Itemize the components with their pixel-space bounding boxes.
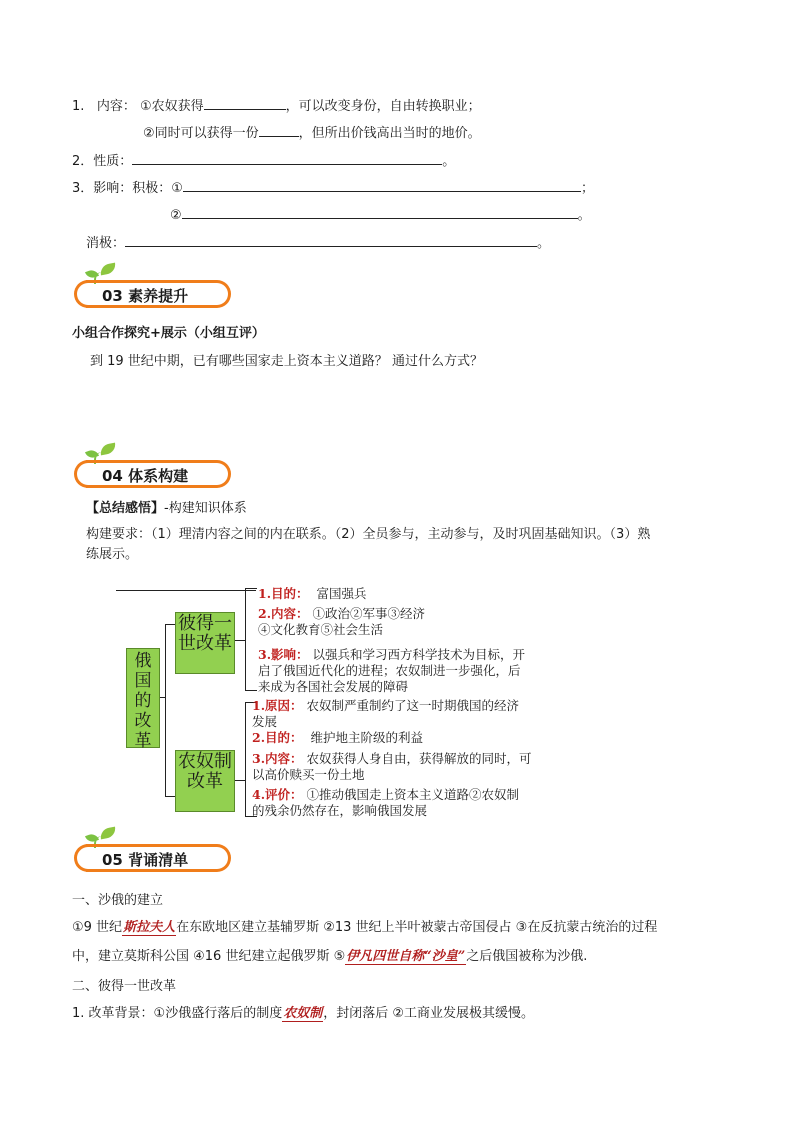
peter-content-2: ④文化教育⑤社会生活 (258, 622, 384, 637)
impact-text: 以强兵和学习西方科学技术为目标，开 (312, 647, 526, 662)
serf-content-2: 以高价赎买一份土地 (252, 767, 365, 782)
recite-line-2 (72, 945, 587, 964)
leaf-icon (99, 443, 116, 456)
purpose-text: 维护地主阶级的利益 (310, 730, 424, 745)
peter-reform-node: 彼得一世改革 (175, 612, 235, 674)
cause-label: 1.原因： (252, 698, 303, 713)
fill-blank[interactable] (183, 177, 581, 192)
answer-highlight: 斯拉夫人 (123, 920, 176, 935)
serf-cause (252, 698, 519, 714)
serf-evaluation-2: 的残余仍然存在，影响俄国发展 (252, 803, 428, 818)
section-subtitle: 小组合作探究+展示（小组互评） (72, 326, 265, 341)
content-label: 内容： (96, 99, 136, 114)
content-label: 3.内容： (252, 751, 303, 766)
serf-evaluation (252, 787, 519, 803)
punct: 。 (442, 154, 456, 169)
nature-label: 2．性质： (72, 154, 133, 169)
content-item-1b (143, 122, 481, 143)
content-text: ①政治②军事③经济 (312, 606, 426, 621)
root-node: 俄国的改革 (126, 648, 160, 748)
section-title: 05 背诵清单 (102, 851, 189, 869)
content-text: ①农奴获得 (139, 99, 204, 114)
content-text: ，但所出价钱高出当时的地价。 (298, 126, 481, 141)
peter-bracket (245, 588, 246, 690)
question-text: 到 19 世纪中期，已有哪些国家走上资本主义道路？ 通过什么方式？ (90, 354, 483, 369)
peter-impact (258, 647, 525, 663)
punct: 。 (537, 236, 551, 251)
purpose-label: 1.目的： (258, 586, 309, 601)
summary-rest: -构建知识体系 (164, 501, 247, 516)
answer-highlight: 伊凡四世自称“沙皇” (346, 949, 466, 964)
serf-bracket (245, 702, 246, 816)
impact-item (72, 177, 594, 198)
section-title: 03 素养提升 (102, 287, 189, 305)
negative-label: 消极： (86, 236, 126, 251)
connector (235, 780, 245, 781)
fill-blank[interactable] (132, 150, 442, 165)
cause-text: 农奴制严重制约了这一时期俄国的经济 (306, 698, 520, 713)
connector (245, 588, 257, 589)
section-title: 04 体系构建 (102, 467, 189, 485)
content-item-1 (72, 95, 481, 116)
peter-impact-2: 启了俄国近代化的进程；农奴制进一步强化，后 (258, 663, 521, 678)
connector (165, 796, 175, 797)
recite-line-1 (72, 916, 657, 935)
fill-blank[interactable] (204, 95, 286, 110)
serf-purpose (252, 730, 423, 746)
impact-item-2 (170, 204, 591, 225)
serf-reform-node: 农奴制改革 (175, 750, 235, 812)
leaf-icon (99, 263, 116, 276)
section-header-04 (72, 448, 237, 492)
section-header-03 (72, 268, 237, 312)
punct: ； (580, 181, 594, 196)
impact-label: 3.影响： (258, 647, 309, 662)
item-number: 1. (72, 99, 85, 114)
leaf-icon (99, 827, 116, 840)
impact-number: ② (170, 208, 182, 223)
nature-item (72, 150, 455, 171)
fill-blank[interactable] (259, 122, 299, 137)
content-label: 2.内容： (258, 606, 309, 621)
recite-text: ，封闭落后 ②工商业发展极其缓慢。 (323, 1006, 535, 1021)
negative-item (86, 232, 550, 253)
fill-blank[interactable] (125, 232, 537, 247)
content-text: 农奴获得人身自由，获得解放的同时，可 (306, 751, 532, 766)
requirements-line-2: 练展示。 (86, 547, 139, 562)
requirements-line-1: 构建要求：（1）理清内容之间的内在联系。（2）全员参与，主动参与，及时巩固基础知识。（3）熟 (86, 527, 651, 542)
purpose-text: 富国强兵 (316, 586, 367, 601)
peter-purpose (258, 586, 367, 602)
impact-label: 3．影响：积极：① (72, 181, 183, 196)
punct: 。 (577, 208, 591, 223)
recite-text: 中，建立莫斯科公国 ④16 世纪建立起俄罗斯 ⑤ (72, 949, 346, 964)
fill-blank[interactable] (182, 204, 578, 219)
evaluation-label: 4.评价： (252, 787, 303, 802)
peter-content (258, 606, 425, 622)
section-subtitle (86, 497, 247, 516)
subheading-1: 一、沙俄的建立 (72, 893, 164, 908)
serf-cause-2: 发展 (252, 714, 278, 729)
top-rule (116, 590, 256, 591)
recite-text: 之后俄国被称为沙俄. (466, 949, 588, 964)
recite-text: 1. 改革背景：①沙俄盛行落后的制度 (72, 1006, 283, 1021)
serf-content (252, 751, 532, 767)
connector (235, 640, 245, 641)
recite-line-3 (72, 1002, 534, 1021)
content-text: ，可以改变身份，自由转换职业； (285, 99, 481, 114)
connector (165, 624, 175, 625)
peter-impact-3: 来成为各国社会发展的障碍 (258, 679, 409, 694)
connector (160, 697, 166, 698)
answer-highlight: 农奴制 (283, 1006, 323, 1021)
section-header-05 (72, 832, 237, 876)
content-text: ②同时可以获得一份 (143, 126, 259, 141)
reform-mindmap (110, 584, 670, 820)
summary-bracket: 【总结感悟】 (86, 501, 165, 516)
connector (245, 690, 257, 691)
purpose-label: 2.目的： (252, 730, 303, 745)
recite-text: ①9 世纪 (72, 920, 123, 935)
recite-text: 在东欧地区建立基辅罗斯 ②13 世纪上半叶被蒙古帝国侵占 ③在反抗蒙古统治的过程 (176, 920, 658, 935)
subheading-2: 二、彼得一世改革 (72, 979, 177, 994)
evaluation-text: ①推动俄国走上资本主义道路②农奴制 (306, 787, 520, 802)
root-bracket (165, 624, 166, 796)
